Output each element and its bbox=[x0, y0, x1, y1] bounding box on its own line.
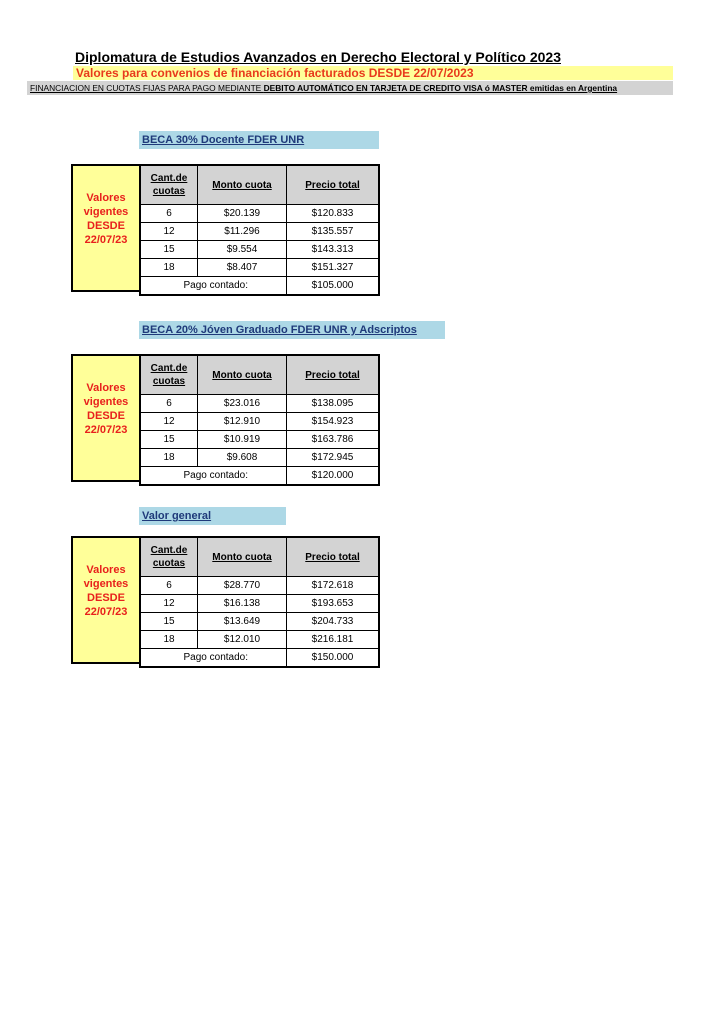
valores-line-3: DESDE bbox=[87, 410, 125, 422]
table-row bbox=[140, 449, 379, 467]
valores-line-2: vigentes bbox=[83, 578, 129, 590]
cell-monto: $16.138 bbox=[198, 595, 287, 613]
col-header-total: Precio total bbox=[287, 165, 380, 205]
cell-total: $135.557 bbox=[287, 223, 380, 241]
valores-line-3: DESDE bbox=[87, 220, 125, 232]
cell-monto: $11.296 bbox=[198, 223, 287, 241]
cell-total: $193.653 bbox=[287, 595, 380, 613]
pricing-block-beca-20 bbox=[71, 354, 380, 482]
valores-line-2: vigentes bbox=[83, 206, 129, 218]
contado-row bbox=[140, 467, 379, 486]
cell-total: $163.786 bbox=[287, 431, 380, 449]
cell-monto: $12.910 bbox=[198, 413, 287, 431]
cell-monto: $10.919 bbox=[198, 431, 287, 449]
cell-monto: $8.407 bbox=[198, 259, 287, 277]
page-title: Diplomatura de Estudios Avanzados en Derecho Electoral y Político 2023 bbox=[75, 49, 561, 65]
cell-cuotas: 15 bbox=[140, 431, 198, 449]
col-header-total: Precio total bbox=[287, 355, 380, 395]
table-row bbox=[140, 431, 379, 449]
valores-line-3: DESDE bbox=[87, 592, 125, 604]
cell-cuotas: 6 bbox=[140, 577, 198, 595]
finance-note bbox=[30, 81, 617, 95]
cell-total: $216.181 bbox=[287, 631, 380, 649]
cell-monto: $9.554 bbox=[198, 241, 287, 259]
contado-value: $105.000 bbox=[287, 277, 380, 296]
cell-monto: $23.016 bbox=[198, 395, 287, 413]
cell-monto: $20.139 bbox=[198, 205, 287, 223]
contado-row bbox=[140, 277, 379, 296]
finance-note-prefix: FINANCIACION EN CUOTAS FIJAS PARA PAGO MEDIANTE bbox=[30, 83, 264, 93]
pricing-table-beca-30 bbox=[139, 164, 380, 296]
table-row bbox=[140, 241, 379, 259]
contado-value: $150.000 bbox=[287, 649, 380, 668]
cell-total: $172.618 bbox=[287, 577, 380, 595]
pricing-block-valor-general bbox=[71, 536, 380, 664]
cell-cuotas: 18 bbox=[140, 259, 198, 277]
cell-total: $172.945 bbox=[287, 449, 380, 467]
cell-cuotas: 18 bbox=[140, 631, 198, 649]
valores-line-1: Valores bbox=[86, 564, 126, 576]
cell-cuotas: 6 bbox=[140, 205, 198, 223]
col-header-monto: Monto cuota bbox=[198, 355, 287, 395]
cell-monto: $13.649 bbox=[198, 613, 287, 631]
cell-cuotas: 12 bbox=[140, 413, 198, 431]
table-row bbox=[140, 613, 379, 631]
table-row bbox=[140, 413, 379, 431]
table-row bbox=[140, 223, 379, 241]
pricing-table-valor-general bbox=[139, 536, 380, 668]
valores-vigentes-label bbox=[71, 536, 139, 664]
valores-vigentes-label bbox=[71, 354, 139, 482]
contado-label: Pago contado: bbox=[140, 467, 287, 486]
section-title-beca-30: BECA 30% Docente FDER UNR bbox=[139, 131, 379, 149]
section-title-beca-20: BECA 20% Jóven Graduado FDER UNR y Adscriptos bbox=[139, 321, 445, 339]
col-header-total: Precio total bbox=[287, 537, 380, 577]
cell-cuotas: 18 bbox=[140, 449, 198, 467]
section-title-valor-general: Valor general bbox=[139, 507, 286, 525]
valores-line-1: Valores bbox=[86, 192, 126, 204]
col-header-monto: Monto cuota bbox=[198, 537, 287, 577]
col-header-cuotas: Cant.de cuotas bbox=[140, 165, 198, 205]
valores-line-4: 22/07/23 bbox=[84, 234, 128, 246]
cell-total: $151.327 bbox=[287, 259, 380, 277]
table-row bbox=[140, 395, 379, 413]
valores-line-1: Valores bbox=[86, 382, 126, 394]
cell-total: $138.095 bbox=[287, 395, 380, 413]
col-header-monto: Monto cuota bbox=[198, 165, 287, 205]
cell-cuotas: 12 bbox=[140, 595, 198, 613]
valores-line-4: 22/07/23 bbox=[84, 424, 128, 436]
contado-row bbox=[140, 649, 379, 668]
table-row bbox=[140, 631, 379, 649]
contado-label: Pago contado: bbox=[140, 277, 287, 296]
page-subtitle: Valores para convenios de financiación facturados DESDE 22/07/2023 bbox=[76, 66, 474, 80]
contado-value: $120.000 bbox=[287, 467, 380, 486]
pricing-table-beca-20 bbox=[139, 354, 380, 486]
col-header-cuotas: Cant.de cuotas bbox=[140, 537, 198, 577]
table-row bbox=[140, 259, 379, 277]
table-row bbox=[140, 595, 379, 613]
cell-total: $143.313 bbox=[287, 241, 380, 259]
cell-monto: $9.608 bbox=[198, 449, 287, 467]
cell-monto: $28.770 bbox=[198, 577, 287, 595]
cell-total: $120.833 bbox=[287, 205, 380, 223]
cell-cuotas: 15 bbox=[140, 613, 198, 631]
finance-note-bold: DEBITO AUTOMÁTICO EN TARJETA DE CREDITO VISA ó MASTER emitidas en Argentina bbox=[263, 83, 618, 93]
pricing-block-beca-30 bbox=[71, 164, 380, 292]
contado-label: Pago contado: bbox=[140, 649, 287, 668]
table-row bbox=[140, 205, 379, 223]
table-row bbox=[140, 577, 379, 595]
cell-cuotas: 12 bbox=[140, 223, 198, 241]
valores-line-4: 22/07/23 bbox=[84, 606, 128, 618]
cell-total: $154.923 bbox=[287, 413, 380, 431]
valores-line-2: vigentes bbox=[83, 396, 129, 408]
cell-monto: $12.010 bbox=[198, 631, 287, 649]
valores-vigentes-label bbox=[71, 164, 139, 292]
cell-cuotas: 15 bbox=[140, 241, 198, 259]
col-header-cuotas: Cant.de cuotas bbox=[140, 355, 198, 395]
cell-total: $204.733 bbox=[287, 613, 380, 631]
cell-cuotas: 6 bbox=[140, 395, 198, 413]
